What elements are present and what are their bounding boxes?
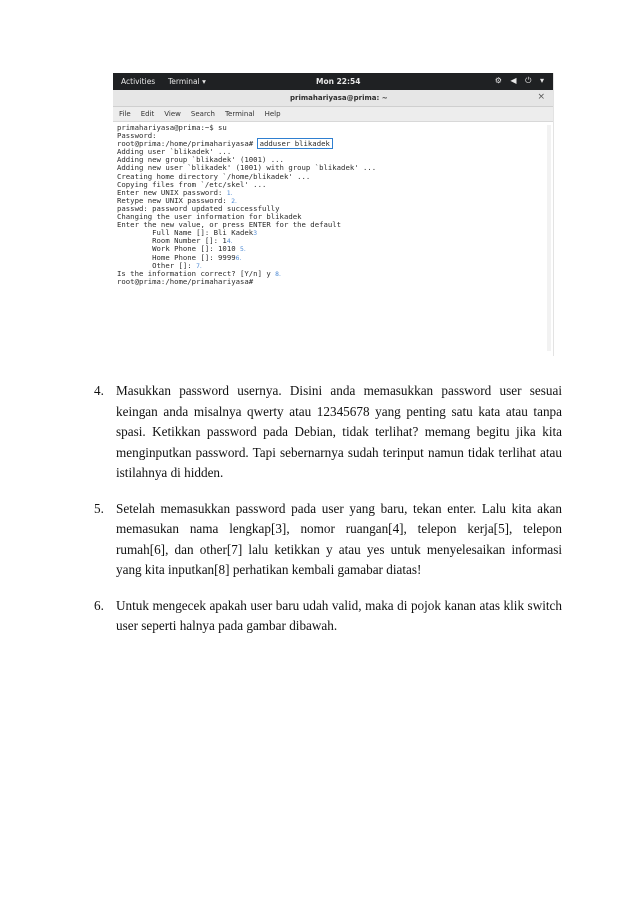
activities-button[interactable]: Activities bbox=[121, 77, 156, 86]
annotation-7: 7. bbox=[196, 262, 202, 270]
instruction-list bbox=[94, 381, 562, 652]
menu-file[interactable]: File bbox=[119, 110, 131, 118]
window-title: primahariyasa@prima: ~ bbox=[290, 94, 388, 102]
terminal-line: passwd: password updated successfully bbox=[117, 203, 280, 213]
terminal-line: Changing the user information for blikadek bbox=[117, 212, 302, 222]
terminal-line: Adding new user `blikadek' (1001) with group `blikadek' ... bbox=[117, 163, 377, 173]
close-icon[interactable]: × bbox=[537, 92, 545, 102]
retype-password-line: Retype new UNIX password: 2. bbox=[117, 195, 237, 205]
terminal-line: Adding new group `blikadek' (1001) ... bbox=[117, 155, 284, 165]
list-item bbox=[94, 596, 562, 637]
terminal-app-menu[interactable]: Terminal ▾ bbox=[168, 77, 206, 86]
terminal-line: Adding user `blikadek' ... bbox=[117, 147, 232, 157]
system-tray-icons[interactable]: ⚙ ◀ ⏻ ▾ bbox=[494, 76, 547, 85]
room-number-line: Room Number []: 14. bbox=[117, 236, 233, 246]
item-number: 6. bbox=[94, 597, 104, 613]
clock[interactable]: Mon 22:54 bbox=[316, 77, 361, 86]
terminal-screenshot bbox=[113, 73, 554, 356]
terminal-line: Password: bbox=[117, 131, 157, 141]
full-name-line: Full Name []: Bli Kadek3 bbox=[117, 228, 258, 238]
menu-terminal[interactable]: Terminal bbox=[224, 110, 255, 118]
terminal-line: primahariyasa@prima:~$ su bbox=[117, 123, 227, 132]
terminal-line: Creating home directory `/home/blikadek' ... bbox=[117, 171, 311, 181]
menu-search[interactable]: Search bbox=[190, 110, 215, 118]
menu-help[interactable]: Help bbox=[264, 110, 281, 118]
terminal-line: Enter the new value, or press ENTER for the default bbox=[117, 220, 342, 230]
item-text: Untuk mengecek apakah user baru udah valid, maka di pojok kanan atas klik switch user seperti halnya pada gambar dibawah. bbox=[116, 597, 562, 633]
terminal-scrollbar[interactable] bbox=[547, 125, 551, 351]
confirm-line: Is the information correct? [Y/n] y 8. bbox=[117, 268, 281, 278]
item-number: 5. bbox=[94, 500, 104, 516]
item-text: Masukkan password usernya. Disini anda memasukkan password user sesuai keingan anda misalnya qwerty atau 12345678 yang penting satu kata atau tanpa spasi. Ketikkan password pada Debian, tidak terlihat? memang begitu jika kita menginputkan password. Tapi sebernarnya sudah terinput namun tidak terlihat atau istilahnya di hidden. bbox=[116, 383, 562, 480]
annotation-8: 8. bbox=[275, 270, 281, 278]
terminal-line: Copying files from `/etc/skel' ... bbox=[117, 179, 267, 189]
annotation-3: 3 bbox=[253, 230, 258, 238]
item-text: Setelah memasukkan password pada user yang baru, tekan enter. Lalu kita akan memasukan nama lengkap[3], nomor ruangan[4], telepon kerja[5], telepon rumah[6], dan other[7] lalu ketikkan y atau yes untuk menyelesaikan informasi yang kita inputkan[8] perhatikan kembali gamabar diatas! bbox=[116, 500, 562, 577]
terminal-final-prompt: root@prima:/home/primahariyasa# bbox=[117, 276, 254, 286]
annotation-4: 4. bbox=[226, 238, 233, 246]
home-phone-line: Home Phone []: 99996. bbox=[117, 252, 242, 262]
list-item bbox=[94, 499, 562, 581]
annotation-2: 2. bbox=[231, 197, 237, 205]
password-line: Enter new UNIX password: 1. bbox=[117, 187, 233, 197]
list-item bbox=[94, 381, 562, 484]
annotation-6: 6. bbox=[235, 254, 242, 262]
menu-edit[interactable]: Edit bbox=[140, 110, 155, 118]
other-line: Other []: 7. bbox=[117, 260, 202, 270]
terminal-output[interactable] bbox=[113, 122, 553, 288]
prompt: root@prima:/home/primahariyasa# bbox=[117, 139, 258, 149]
work-phone-line: Work Phone []: 1010 5. bbox=[117, 244, 246, 254]
annotation-5: 5. bbox=[240, 246, 246, 254]
annotation-1: 1. bbox=[226, 189, 233, 197]
menu-bar bbox=[113, 107, 553, 122]
menu-view[interactable]: View bbox=[164, 110, 181, 118]
highlighted-command: adduser blikadek bbox=[259, 139, 330, 149]
window-titlebar bbox=[113, 90, 553, 107]
gnome-top-bar bbox=[113, 73, 553, 90]
item-number: 4. bbox=[94, 383, 104, 398]
